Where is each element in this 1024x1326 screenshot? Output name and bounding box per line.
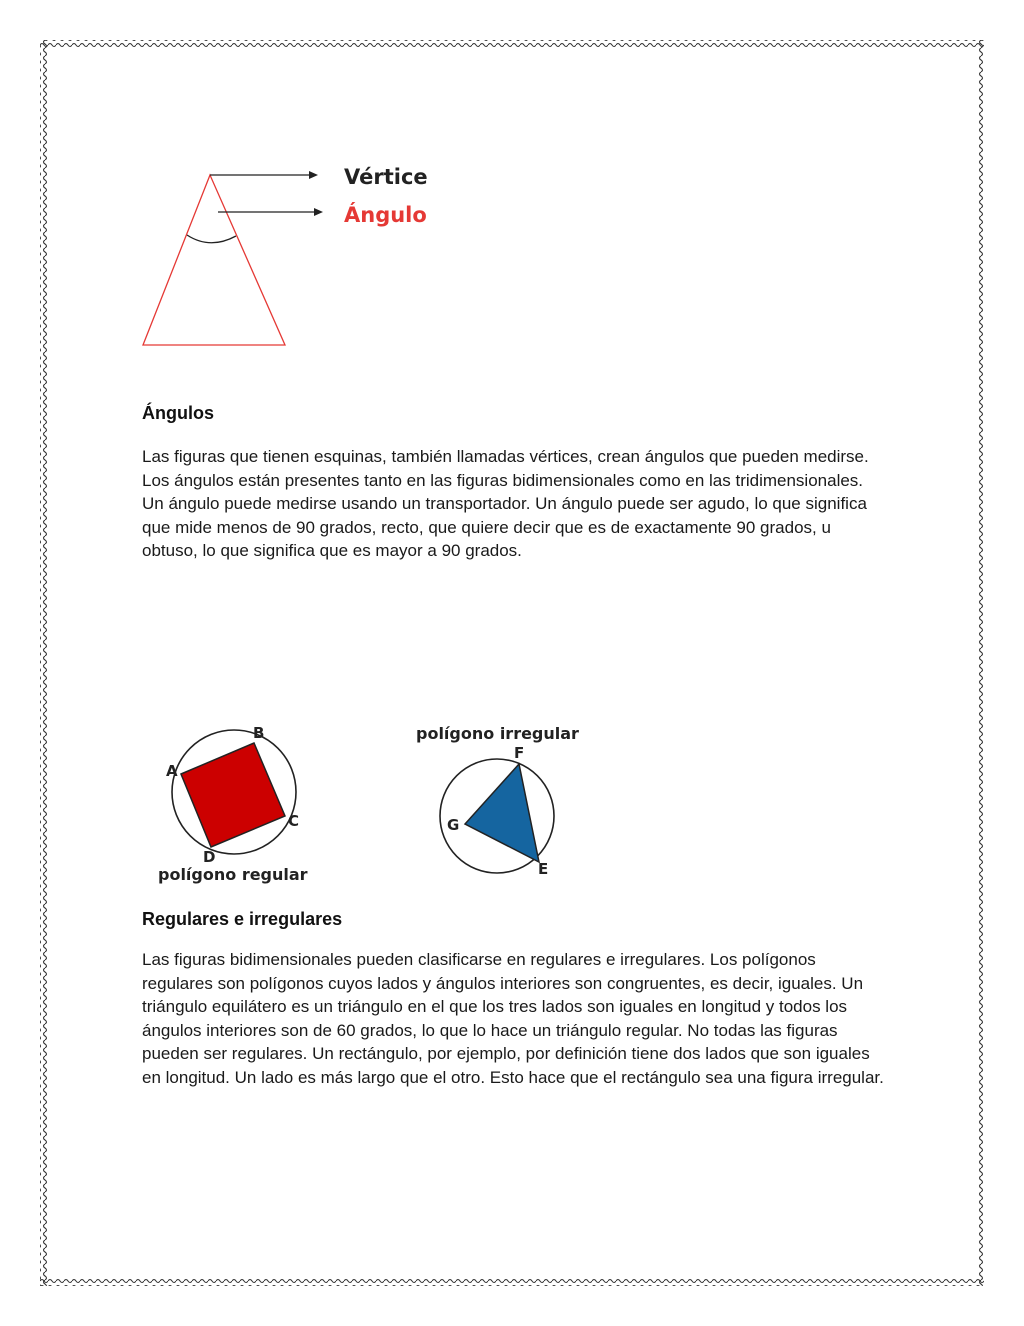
triangle-shape xyxy=(465,764,539,862)
vertex-label-c: C xyxy=(288,812,300,830)
vertex-label-b: B xyxy=(253,724,265,742)
vertex-label-f: F xyxy=(514,744,525,762)
angle-arrowhead xyxy=(314,208,323,216)
section-title-angles: Ángulos xyxy=(142,403,214,423)
vertex-label-d: D xyxy=(203,848,216,866)
vertex-label-e: E xyxy=(538,860,549,878)
vertex-label-g: G xyxy=(447,816,460,834)
vertex-arrowhead xyxy=(309,171,318,179)
vertex-label: Vértice xyxy=(344,165,428,189)
angle-arc xyxy=(187,235,236,243)
triangle-shape xyxy=(143,175,285,345)
vertex-label-a: A xyxy=(166,762,178,780)
regular-polygon-diagram xyxy=(150,720,340,890)
irregular-caption: polígono irregular xyxy=(416,724,579,743)
irregular-polygon-diagram xyxy=(410,720,600,880)
regular-caption: polígono regular xyxy=(158,865,308,884)
section-body-regular: Las figuras bidimensionales pueden clasificarse en regulares e irregulares. Los polígonos regulares son polígonos cuyos lados y ángulos interiores son congruentes, es decir, iguales. Un triángulo equilátero es un triángulo en el que los tres lados son iguales en longitud y todos los ángulos interiores son de 60 grados, lo que lo hace un triángulo regular. No todas las figuras pueden ser regulares. Un rectángulo, por ejemplo, por definición tiene dos lados que son iguales en longitud. Un lado es más largo que el otro. Esto hace que el rectángulo sea una figura irregular. xyxy=(142,950,884,1087)
angle-diagram xyxy=(130,150,450,360)
angle-label: Ángulo xyxy=(344,203,427,227)
section-body-angles: Las figuras que tienen esquinas, también llamadas vértices, crean ángulos que pueden medirse. Los ángulos están presentes tanto en las figuras bidimensionales como en las tridimensionales. Un ángulo puede medirse usando un transportador. Un ángulo puede ser agudo, lo que significa que mide menos de 90 grados, recto, que quiere decir que es de exactamente 90 grados, u obtuso, lo que significa que es mayor a 90 grados. xyxy=(142,447,869,560)
square-shape xyxy=(181,743,285,847)
section-title-regular: Regulares e irregulares xyxy=(142,909,343,929)
